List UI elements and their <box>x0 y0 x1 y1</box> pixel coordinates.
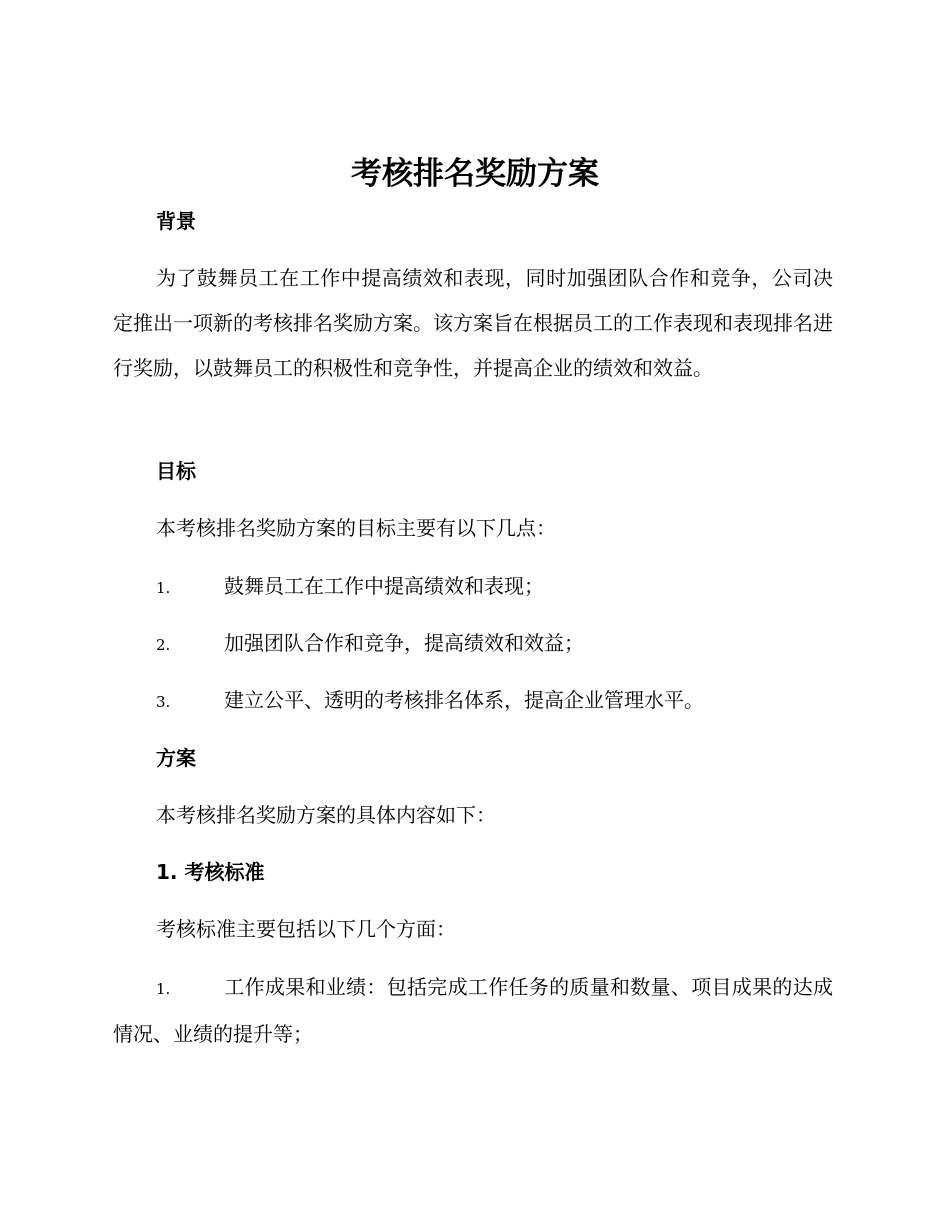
section-heading-background: 背景 <box>156 209 196 233</box>
list-text: 鼓舞员工在工作中提高绩效和表现； <box>224 574 544 598</box>
subsection-heading-criteria: 1. 考核标准 <box>156 860 265 884</box>
list-number: 1. <box>156 579 171 597</box>
plan-intro: 本考核排名奖励方案的具体内容如下： <box>156 803 496 827</box>
list-text: 建立公平、透明的考核排名体系，提高企业管理水平。 <box>224 688 704 712</box>
list-number: 2. <box>156 636 171 654</box>
section-heading-plan: 方案 <box>156 746 196 770</box>
list-text: 工作成果和业绩：包括完成工作任务的质量和数量、项目成果的达成情况、业绩的提升等； <box>113 975 833 1046</box>
list-text: 加强团队合作和竞争，提高绩效和效益； <box>224 631 584 655</box>
list-number: 1. <box>156 980 171 998</box>
list-number: 3. <box>156 693 171 711</box>
goals-intro: 本考核排名奖励方案的目标主要有以下几点： <box>156 516 556 540</box>
criteria-intro: 考核标准主要包括以下几个方面： <box>156 917 456 941</box>
criteria-list-item-1 <box>113 965 833 1057</box>
section-heading-goals: 目标 <box>156 459 196 483</box>
document-title: 考核排名奖励方案 <box>351 156 599 192</box>
background-paragraph: 为了鼓舞员工在工作中提高绩效和表现，同时加强团队合作和竞争，公司决定推出一项新的考核排名奖励方案。该方案旨在根据员工的工作表现和表现排名进行奖励，以鼓舞员工的积极性和竞争性，并提高企业的绩效和效益。 <box>113 266 833 380</box>
